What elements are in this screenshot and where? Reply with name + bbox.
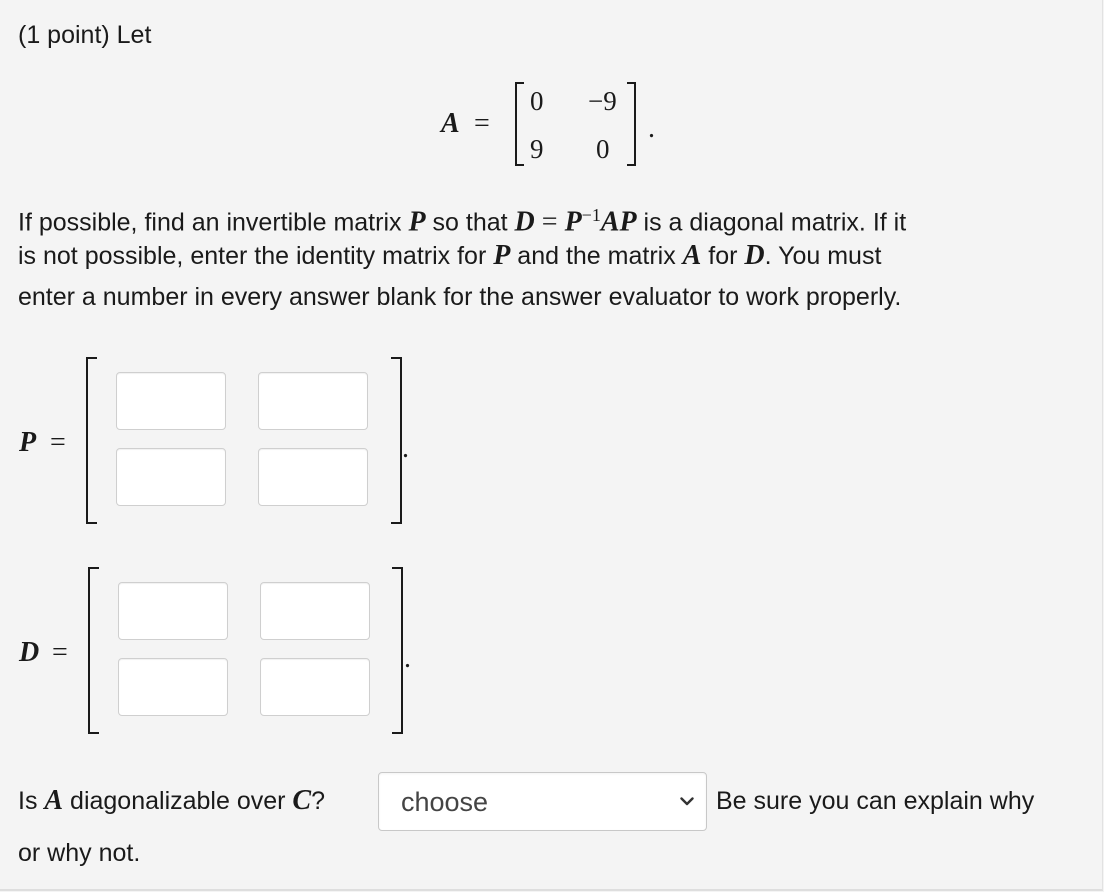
matrix-d-label: D (19, 637, 40, 668)
instructions-text: and the matrix (510, 242, 683, 270)
math-ap: AP (600, 206, 637, 238)
d-entry-2-2[interactable] (260, 658, 370, 716)
math-exponent: −1 (581, 205, 601, 225)
matrix-p-equals: = (50, 427, 66, 458)
instructions-line-3: enter a number in every answer blank for the answer evaluator to work properly. (18, 283, 902, 311)
matrix-a-left-bracket (515, 82, 524, 166)
math-a: A (44, 785, 64, 816)
instructions-text: for (701, 242, 745, 270)
problem-header: (1 point) Let (18, 21, 152, 49)
math-p: P (564, 206, 582, 238)
math-c: C (292, 785, 312, 816)
chevron-down-icon (680, 797, 694, 806)
diagonalizable-select[interactable] (378, 772, 707, 831)
matrix-p-right-bracket (391, 357, 402, 524)
instructions-line-1 (18, 200, 906, 237)
math-equals: = (534, 206, 565, 238)
matrix-a-symbol: A (441, 108, 460, 139)
d-entry-1-2[interactable] (260, 582, 370, 640)
matrix-a-entry: 9 (530, 134, 544, 164)
question-line-2: or why not. (18, 839, 141, 867)
matrix-a-entry: 0 (530, 86, 544, 116)
matrix-p-left-bracket (86, 357, 97, 524)
question-suffix: Be sure you can explain why (716, 787, 1035, 815)
select-value: choose (401, 787, 489, 817)
math-p: P (493, 240, 511, 271)
p-entry-1-1[interactable] (116, 372, 226, 430)
instructions-text: . You must (764, 242, 882, 270)
matrix-d-period: . (404, 643, 411, 674)
math-d: D (514, 206, 535, 238)
matrix-d-equals: = (52, 637, 68, 668)
instructions-text: is a diagonal matrix. If it (636, 208, 907, 237)
question-prefix (18, 786, 325, 816)
instructions-text: so that (425, 208, 515, 237)
math-p: P (408, 206, 426, 238)
question-mark: ? (311, 787, 326, 815)
instructions-text: If possible, find an invertible matrix (18, 208, 409, 237)
matrix-p-period: . (402, 433, 409, 464)
question-text: diagonalizable over (63, 787, 293, 815)
instructions-line-2 (18, 241, 881, 271)
p-entry-1-2[interactable] (258, 372, 368, 430)
matrix-a-equals: = (474, 108, 490, 139)
d-entry-2-1[interactable] (118, 658, 228, 716)
matrix-d-right-bracket (392, 567, 403, 734)
matrix-p-label: P (19, 427, 37, 458)
p-entry-2-1[interactable] (116, 448, 226, 506)
d-entry-1-1[interactable] (118, 582, 228, 640)
math-a: A (682, 240, 702, 271)
matrix-a-period: . (648, 113, 655, 144)
matrix-d-left-bracket (88, 567, 99, 734)
question-text: Is (18, 787, 45, 815)
math-d: D (744, 240, 765, 271)
instructions-text: is not possible, enter the identity matrix for (18, 242, 494, 270)
matrix-a-entry: −9 (588, 86, 617, 116)
p-entry-2-2[interactable] (258, 448, 368, 506)
matrix-a-right-bracket (627, 82, 636, 166)
matrix-a-entry: 0 (596, 134, 610, 164)
